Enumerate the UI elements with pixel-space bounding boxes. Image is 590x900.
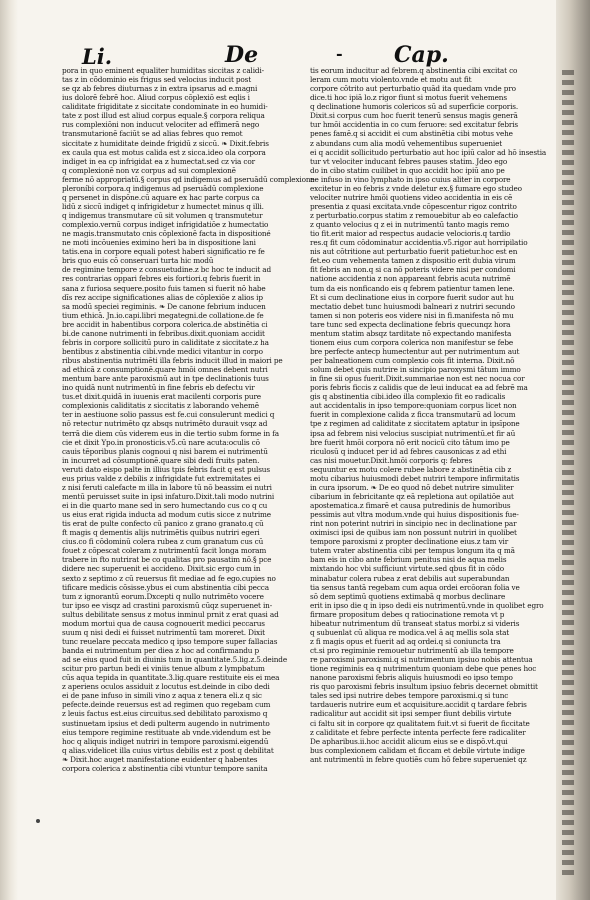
facing-page-text-fragment xyxy=(562,170,574,175)
facing-page-text-fragment xyxy=(562,300,574,305)
text-line: ris quo paroxismi febris insultum ipsiuo febris decernet obmittit xyxy=(310,682,538,692)
text-line: ino quidā nunt nutrimentū in fine febris eb defectu vir xyxy=(62,383,255,393)
facing-page-text-fragment xyxy=(562,770,574,775)
text-line: z abundans cum alia modū vehementibus superueniet xyxy=(310,138,503,148)
text-line: q complexionē non vz corpus ad sui complexionē xyxy=(62,165,236,175)
text-line: sa modū speciei regiminis. ❧ De canone febrium inducen xyxy=(62,301,266,311)
text-line: tus.et dixit.quidā in iuuenis erat macilenti corporis pure xyxy=(62,392,261,402)
text-line: nanone paroxismi febris aliquis huiusmodi eo ipso tempo xyxy=(310,673,513,683)
facing-page-text-fragment xyxy=(562,830,574,835)
text-line: z perturbatio.corpus statim z remouebitur ab eo calefactio xyxy=(310,211,518,220)
text-line: scitur pro partun bedi ei viniis tenue album z lympbatum xyxy=(62,664,265,674)
text-line: z aperiens oculos assiduit z locutus est.deinde in cibo dedi xyxy=(62,682,270,692)
text-line: in fine sii opus fuerit.Dixit.summariae non est nec nocua cor xyxy=(310,374,525,384)
text-line: mixtando hoc vbi sufficiunt virtute.sed qbus fit in cōdo xyxy=(310,564,505,574)
text-line: res.q fit cum cōdominatur accidentia.v5.rigor aut horripilatio xyxy=(310,238,528,248)
running-head xyxy=(60,38,530,68)
facing-page-text-fragment xyxy=(562,720,574,725)
text-line: dīs rez accipe significationes alias de cōplexiōe z alios ip xyxy=(62,292,263,302)
text-line: q subuenlat cū aliqua re modica.vel ā aq mellis sola stat xyxy=(310,627,510,637)
text-line: sō dem septimū quotiens extimabā q morbus declinare xyxy=(310,591,506,601)
facing-page-text-fragment xyxy=(562,660,574,665)
text-line: banda ei nutrimentum per diea z hoc ad confirmandu p xyxy=(62,646,260,655)
facing-page-text-fragment xyxy=(562,130,574,135)
facing-page-text-fragment xyxy=(562,650,574,655)
text-line: pefecte.deinde reuersus est ad regimen quo regebam cum xyxy=(62,700,271,710)
text-line: dice.ti hoc ipiā lo.z rigor fiunt si motus fuerit vehemens xyxy=(310,93,507,103)
facing-page-text-fragment xyxy=(562,470,574,475)
text-line: ribus abstinentia nutrimēti illa febris inducit illud in maiori pe xyxy=(62,356,283,365)
text-line: natione accidentia z non appareant febris acuta nutrimē xyxy=(310,274,511,284)
facing-page-text-fragment xyxy=(562,240,574,245)
facing-page-text-fragment xyxy=(562,80,574,85)
facing-page-text-fragment xyxy=(562,290,574,295)
facing-page-text-fragment xyxy=(562,500,574,505)
facing-page-text-fragment xyxy=(562,480,574,485)
text-line: rus complexiōni non inducut velociter ad effimerā nego xyxy=(62,120,260,130)
text-line: indiget in ea cp infrigidat ea z humectat.sed cz via cor xyxy=(62,156,255,166)
text-line: tur hmōi accidentia in co cum feruore: sed excitatur febris xyxy=(310,120,518,130)
text-line: tales sed ipsi nutrire debes tempore paroxismi.q si tunc xyxy=(310,691,509,701)
text-line: apostematica.z fimarē et causa putredinis de humoribus xyxy=(310,501,511,510)
facing-page-edge xyxy=(556,0,590,900)
text-column-left xyxy=(62,66,315,876)
text-line: leram cum motu violento.vnde et motu aut fit xyxy=(310,75,472,85)
text-line: solum debet quis nutrire in sincipio paroxysmi tātum immo xyxy=(310,365,521,375)
facing-page-text-fragment xyxy=(562,460,574,465)
text-line: nō retectur nutrimēto qz absqs nutrimēto durauit vsqz ad xyxy=(62,419,268,429)
text-line: tum z ignorantū eorum.Dxcepti q nullo nutrimēto vocere xyxy=(62,591,264,601)
text-line: tis erat de pulte confecto cū panico z grano granato.q cū xyxy=(62,519,264,529)
text-line: cūs aqua tepida in quantitate.3.lig.quare restituite eis ei mea xyxy=(62,673,280,683)
text-line: ei de pane infuso in simili vino z aqua z tenera eli.z q sic xyxy=(62,691,262,701)
facing-page-text-fragment xyxy=(562,340,574,345)
facing-page-text-fragment xyxy=(562,260,574,265)
facing-page-text-fragment xyxy=(562,530,574,535)
facing-page-text-fragment xyxy=(562,710,574,715)
text-line: mentū peruisset suite in ipsi infaturo.Dixit.tali modo nutrini xyxy=(62,491,275,501)
text-line: De apharibus.ii.hoc accidit alicum eius se e dispō.vt.qui xyxy=(310,736,508,746)
text-line: z leuis factus est.eius circuitus.sed debilitato paroxismo q xyxy=(62,709,268,719)
running-head-dash: - xyxy=(336,44,343,63)
text-line: ferme nō appropriatū.§ corpus qd indigemus ad pseruādū complexione xyxy=(62,174,315,184)
text-line: transmutarionē faciūt se ad alias febres quo remot xyxy=(62,129,243,139)
text-line: bentibus z abstinentia cibi.vnde medici vitantur in corpo xyxy=(62,346,263,356)
text-line: sequuntur ex motu colere rubee labore z abstinētia cib z xyxy=(310,464,512,474)
text-line: motu cibarius huiusmodi debet nutriri tempore infirmitatis xyxy=(310,473,520,483)
facing-page-text-fragment xyxy=(562,670,574,675)
text-line: pora in quo eminent equaliter humiditas siccitas z calidi- xyxy=(62,66,264,75)
text-line: in incurret ad cōsumptionē.quare sibi dedi fruits paten. xyxy=(62,455,260,465)
text-line: z fi magis opus et fuerit ad aq ordei.q si coniuncta tra xyxy=(310,636,501,646)
running-head-right: Cap. xyxy=(394,42,449,68)
text-line: sana z furiosa sequere.posito fuis tamen si fuerit nō habe xyxy=(62,283,266,293)
text-line: cie et dixit Ypo.in pronosticis.v5.cū nare acuta:oculis cō xyxy=(62,437,260,447)
text-line: firmare propositum debes q ratiocinatione remota vt p xyxy=(310,609,505,619)
facing-page-text-fragment xyxy=(562,550,574,555)
facing-page-text-fragment xyxy=(562,680,574,685)
text-line: pleroníbi corpora.q indigemus ad pseruādū complexione xyxy=(62,183,264,193)
text-line: tare tunc sed expecta declinatione febris quecunqz hora xyxy=(310,319,511,329)
text-line: complexionis caliditatis z siccitatis z laborando vehemē xyxy=(62,401,259,411)
text-line: mentum statim absqz tarditate nō expectando manifesta xyxy=(310,328,512,338)
text-line: gis q abstinentia cibi.ideo illa complexio fit eo radicalis xyxy=(310,392,506,402)
facing-page-text-fragment xyxy=(562,750,574,755)
facing-page-text-fragment xyxy=(562,560,574,565)
facing-page-text-fragment xyxy=(562,800,574,805)
text-line: terrā die diem cūs viderem eus in die tertio subm forme in fa xyxy=(62,428,279,438)
facing-page-text-fragment xyxy=(562,210,574,215)
text-line: hibeatur nutrimentum dū transeat status morbi.z si videris xyxy=(310,618,520,628)
facing-page-text-fragment xyxy=(562,280,574,285)
text-line: res contrarias oppari febres eis fortiori.q febris fuerit in xyxy=(62,274,261,284)
text-line: ter in aestiuone solio passus est fe.cui consulerunt medici q xyxy=(62,410,275,420)
text-line: us eius erat rigida inducta ad modum cutis sicce z nutrime xyxy=(62,510,271,520)
text-line: tionem eius cum corpora colerica non manifestur se febe xyxy=(310,337,514,347)
text-line: ne infuso in vino lymphato in ipso cuius aliter in corpore xyxy=(310,174,511,184)
facing-page-text-fragment xyxy=(562,140,574,145)
text-line: ft magis q dementis alijs nutrimētis quibus nutriri egeri xyxy=(62,528,260,538)
text-line: cibarium in febricitante qz eā repletiona aut opilatiōe aut xyxy=(310,491,514,501)
text-line: tutem vrater abstinentia cibi per tempus longum ita q mā xyxy=(310,546,515,556)
ink-dot xyxy=(36,819,40,823)
facing-page-text-fragment xyxy=(562,840,574,845)
text-line: q declinatione humoris colericos sū ad superficie corporis. xyxy=(310,102,519,112)
text-line: cauis tēporibus planis cognoui q nisi barem ei nutrimentū xyxy=(62,446,268,456)
facing-page-text-fragment xyxy=(562,700,574,705)
text-line: radicalitur aut accidit sit ipsi semper fiunt debilis virtute xyxy=(310,709,512,719)
text-line: in cura ipsorum. ❧ De eo quod nō debet nutrire simuliter xyxy=(310,482,514,492)
facing-page-text-fragment xyxy=(562,870,574,875)
text-line: ex caula qua est motus calida est z sicca.ideo ola corpora xyxy=(62,147,266,157)
text-line: z nisi feruti calefacte m illa in labore tū nō beassim ei nutri xyxy=(62,482,272,492)
facing-page-text-fragment xyxy=(562,780,574,785)
facing-page-text-fragment xyxy=(562,350,574,355)
facing-page-text-fragment xyxy=(562,370,574,375)
text-line: minabatur colera rubea z erat debilis aut superabundan xyxy=(310,573,510,583)
text-line: velociter nutrire hmōi quotiens video accidentia in eis cē xyxy=(310,192,513,202)
text-column-right xyxy=(310,66,545,876)
facing-page-text-fragment xyxy=(562,540,574,545)
text-line: hoc q aliquis indiget nutriri in tempore paroxismi.eigendū xyxy=(62,736,269,746)
facing-page-text-fragment xyxy=(562,510,574,515)
text-line: eius tempore regimine restituate ab vnde.videndum est be xyxy=(62,727,271,737)
text-line: corpora colerica z abstinentia cibi vtuntur tempore sanita xyxy=(62,763,268,773)
text-line: ei q accidit sollicitudo perturbatio aut hoc ipiū calor ad hō insestia xyxy=(310,147,547,157)
running-head-left: De xyxy=(225,42,259,68)
text-line: ad se eius quod fuit in diuinis tum in quantitate.5.lig.z.5.deinde xyxy=(62,655,287,665)
text-line: fuerit in complexione calida z ficca transmutarū ad locum xyxy=(310,410,516,420)
text-line: tur vt velociter inducant febres pauses statim. Jdeo ego xyxy=(310,156,508,166)
text-line: eus prius valde z debilis z infrigidate fut extremitates ei xyxy=(62,473,261,483)
facing-page-text-fragment xyxy=(562,430,574,435)
facing-page-text-fragment xyxy=(562,410,574,415)
text-line: q indigemus transmutare cū sit volumen q transmutetur xyxy=(62,211,263,220)
facing-page-text-fragment xyxy=(562,220,574,225)
text-line: tione regiminis ea q nutrimentum quoniam debe que penes hoc xyxy=(310,664,537,674)
text-line: bus complexionem calidam et ficcam et debile virtute indige xyxy=(310,745,525,755)
text-line: tia sensus tantā regebam cum aqua ordei ercōoran folia ve xyxy=(310,582,520,592)
text-line: bam eis in cibo ante febrium penitus nisi de aqua melis xyxy=(310,555,507,565)
text-line: bre accidit in habentibus corpora colerica.de abstinētia ci xyxy=(62,319,268,329)
text-line: ci faltu sit in corpore qz qualitatem fuit.vt si fuerit de ficcitate xyxy=(310,718,530,728)
text-line: tio fit.erit maior ad respectus audacie velocioris.q tardio xyxy=(310,229,511,239)
text-line: ct.si pro regiminie remouetur nutrimentū ab illa tempore xyxy=(310,646,514,655)
text-line: poris febris ficcis z calidis que de leui inducat ea ad febrē ma xyxy=(310,383,528,393)
text-line: trabere in fto nutrirat be co qualitas pro pausatim nō.§ pce xyxy=(62,555,272,565)
text-line: tur ipso ee visqz ad crastini paroxismū cūqz superuenet in- xyxy=(62,600,273,610)
facing-page-text-fragment xyxy=(562,690,574,695)
facing-page-text-fragment xyxy=(562,630,574,635)
facing-page-text-fragment xyxy=(562,100,574,105)
facing-page-text-fragment xyxy=(562,520,574,525)
text-line: veruti dato eispo palte in illius tpis febris facit q est pulsus xyxy=(62,464,270,474)
text-line: tunc reuelare peccata medico q ipso tempore super fallacias xyxy=(62,636,278,646)
facing-page-text-fragment xyxy=(562,610,574,615)
facing-page-text-fragment xyxy=(562,110,574,115)
text-line: q alias.videlicet illa cuius virtus debilis est z post q debilitat xyxy=(62,745,274,755)
facing-page-text-fragment xyxy=(562,810,574,815)
text-line: ne moti incōuenies eximino heri ba in dispositione lani xyxy=(62,238,256,248)
text-line: re paroxismi paroxismi.q si nutrimentum ipsiuo nobis attentua xyxy=(310,655,533,665)
text-line: fet.eo cum vehementa tamen z dispositio erit dubia virum xyxy=(310,256,516,266)
text-line: excitetur in eo febris z vnde deletur ex.§ fumare ego studeo xyxy=(310,183,522,193)
facing-page-text-fragment xyxy=(562,360,574,365)
facing-page-text-fragment xyxy=(562,400,574,405)
text-line: do in cibo statim cuilibet in quo accidit hoc ipiū ano pe xyxy=(310,165,505,175)
text-line: nis aut cōtritione aut perturbatio fuerit patietur.hoc est en xyxy=(310,247,518,257)
text-line: tum da eis nonficando eis q febrem patientur tamen lene. xyxy=(310,283,515,293)
text-line: cius.co fi cōdominū colera rubea z cum granatum cus cū xyxy=(62,537,264,547)
facing-page-text-fragment xyxy=(562,200,574,205)
text-line: suum q nisi dedi ei fuisset nutrimentū tam moreret. Dixit xyxy=(62,627,265,637)
text-line: sultus debilitate sensus z motus inminul prnit z erat quasi ad xyxy=(62,609,279,619)
text-line: tempore paroxismi z propter declinatione eius.z tam vir xyxy=(310,537,509,547)
facing-page-text-fragment xyxy=(562,580,574,585)
text-line: tate z post illud est aliud corpus equale.§ corpora reliqua xyxy=(62,111,265,121)
text-line: ant nutrimentū in febre quotiēs cum hō febre superueniet qz xyxy=(310,754,527,764)
facing-page-text-fragment xyxy=(562,160,574,165)
facing-page-text-fragment xyxy=(562,640,574,645)
text-line: corpore cōtrito aut perturbatio quād ita quedam vnde pro xyxy=(310,84,516,94)
facing-page-text-fragment xyxy=(562,860,574,865)
text-line: bre fuerit hmōi corpora nō erit nocicū cito tātum imo pe xyxy=(310,437,510,447)
text-line: ei in die quarto mane sed in sero humectando cus co q cu xyxy=(62,501,268,510)
facing-page-text-fragment xyxy=(562,250,574,255)
facing-page-text-fragment xyxy=(562,380,574,385)
text-line: presentia z quasi excitata.vnde cōpescentur rigoz contrito xyxy=(310,201,517,211)
facing-page-text-fragment xyxy=(562,570,574,575)
text-line: z caliditate et febre perfecte intenta perfecte fere radicaliter xyxy=(310,727,526,737)
text-line: tium ethicā. Jn.io.capi.libri megategni.de collatione.de fe xyxy=(62,310,264,320)
text-line: q persenet in dispōne.cū aquare ex hac parte corpus ca xyxy=(62,192,260,202)
text-line: z quanto velocius q z ei in nutrimentū tanto magis remo xyxy=(310,220,509,230)
text-line: mectatio debet tunc huiusmodi balneari z nutriri secundo xyxy=(310,301,515,311)
text-line: de regimine tempore z consuetudine.z bc hoc te inducit ad xyxy=(62,265,272,275)
text-line: bris quo euis cō conseruari turta hic modū xyxy=(62,256,214,266)
facing-page-text-fragment xyxy=(562,490,574,495)
text-line: ipsa ad febrem nisi velocius suscipiat nutrimentū.et fir aū xyxy=(310,428,516,438)
text-line: ius dolorē febrē hoc. Aliud corpus cōplexiō est eqlis i xyxy=(62,93,250,103)
facing-page-text-fragment xyxy=(562,390,574,395)
text-line: Et si cum declinatione eius in corpore fuerit sudor aut hu xyxy=(310,292,514,302)
text-line: siccitate z humiditate deinde frigidū z siccū. ❧ Dixit.febris xyxy=(62,138,269,148)
facing-page-text-fragment xyxy=(562,620,574,625)
facing-page-text-fragment xyxy=(562,790,574,795)
text-line: se qz ab febres diuturnas z in extra ipsarus ad e.magni xyxy=(62,84,258,94)
text-line: pessimis aut vltra modum.vnde qui huius dispositionis fue- xyxy=(310,510,519,520)
text-line: fouet z cōpescat coleram z nutrimentū facit longa moram xyxy=(62,546,267,556)
facing-page-text-fragment xyxy=(562,70,574,75)
facing-page-text-fragment xyxy=(562,760,574,765)
text-line: tardaueris nutrire eum et acquisiture.accidit q tardare febris xyxy=(310,700,527,710)
text-line: sustinuetam ipsius et dedi pulterm augendo in nutrimento xyxy=(62,718,270,728)
text-line: tpe z regimen ad caliditate z siccitatem aptatur in ipsīpone xyxy=(310,419,520,429)
facing-page-text-fragment xyxy=(562,190,574,195)
text-line: tas z in cõdominio eis frigus sed velocius inducit post xyxy=(62,75,252,85)
text-line: bre perfecte antecp humectentur aut per nutrimentum aut xyxy=(310,346,520,356)
text-line: riculosū q inducet per id ad febres causonicas z ad ethi xyxy=(310,446,507,456)
facing-page-text-fragment xyxy=(562,150,574,155)
text-line: erit in ipso die q in ipso dedi eis nutrimentū.vnde in quolibet egro xyxy=(310,600,544,610)
text-line: sexto z septimo z cū reuersus fit mediae ad fe ego.cupies no xyxy=(62,573,276,583)
facing-page-text-fragment xyxy=(562,440,574,445)
text-line: ad ethicā z consumptionē.quare hmōi omnes debent nutri xyxy=(62,365,268,375)
text-line: tificare medicis cōsisse.ybus ei cum abstinentia cibi pecca xyxy=(62,582,269,592)
facing-page-text-fragment xyxy=(562,590,574,595)
text-line: per balneationem cum complexio cois fit interna. Dixit.nō xyxy=(310,356,515,365)
text-line: tatis.ena in corpore equali potest haberi significatio re fe xyxy=(62,247,265,257)
folio-number: Li. xyxy=(82,44,113,69)
text-line: bi.de canone nutrimenti in febribus.dixit.quoniam accidit xyxy=(62,328,265,338)
facing-page-text-fragment xyxy=(562,330,574,335)
facing-page-text-fragment xyxy=(562,270,574,275)
facing-page-text-fragment xyxy=(562,310,574,315)
text-line: complexio.vernū corpus indiget infrigidatiōe z humectatio xyxy=(62,220,269,230)
text-line: mentum bare ante paroxismū aut in tpe declinationis tuus xyxy=(62,374,269,384)
facing-page-text-fragment xyxy=(562,230,574,235)
text-line: penes famē.q si accidit ei cum abstinētia cibi motus vehe xyxy=(310,129,513,139)
facing-page-text-fragment xyxy=(562,850,574,855)
text-line: aut accidentalis in ipso tempore:quoniam corpus licet non xyxy=(310,401,517,411)
facing-page-text-fragment xyxy=(562,120,574,125)
text-line: didere nec superuenit ei accideno. Dixit.sic ergo cum in xyxy=(62,564,261,574)
facing-page-text-fragment xyxy=(562,320,574,325)
facing-page-text-fragment xyxy=(562,180,574,185)
text-line: tamen si non poteris eos videre nisi in fi.manifesta nō mu xyxy=(310,310,514,320)
text-line: febris in corpore sollicitū puro in caliditate z siccitate.z ha xyxy=(62,337,269,347)
text-line: ❧ Dixit.hoc auget manifestatione euidenter q habentes xyxy=(62,754,258,764)
text-line: tis eorum inducitur ad febrem.q abstinentia cibi excitat co xyxy=(310,66,518,75)
text-line: Dixit.si corpus cum hoc fuerit tenerū sensus magis generā xyxy=(310,111,518,121)
text-line: modum mortui qua de causa cognouerit medici peccarus xyxy=(62,618,265,628)
facing-page-text-fragment xyxy=(562,450,574,455)
facing-page-text-fragment xyxy=(562,820,574,825)
text-line: cas nisi mouetur.Dixit.hmōi corporis q: febres xyxy=(310,455,473,465)
text-line: oximisci ipsi de quibus iam non possunt nutriri in quolibet xyxy=(310,528,517,538)
text-line: lidū z siccū indiget q infrigidetur z humectet minus q illi. xyxy=(62,201,264,211)
text-line: fit febris an non.q si ca nō poteris videre nisi per condomi xyxy=(310,265,516,275)
text-line: caliditate frigiditate z siccitate condominate in eo humidi- xyxy=(62,102,268,112)
page-gutter xyxy=(0,0,18,900)
text-line: rint non poterint nutriri in sincipio nec in declinatione par xyxy=(310,519,517,529)
facing-page-text-fragment xyxy=(562,730,574,735)
facing-page-text-fragment xyxy=(562,90,574,95)
facing-page-text-fragment xyxy=(562,740,574,745)
text-line: ne magis.transmutato cnis cōplexionē facta in dispositioné xyxy=(62,229,271,239)
facing-page-text-fragment xyxy=(562,600,574,605)
facing-page-text-fragment xyxy=(562,420,574,425)
